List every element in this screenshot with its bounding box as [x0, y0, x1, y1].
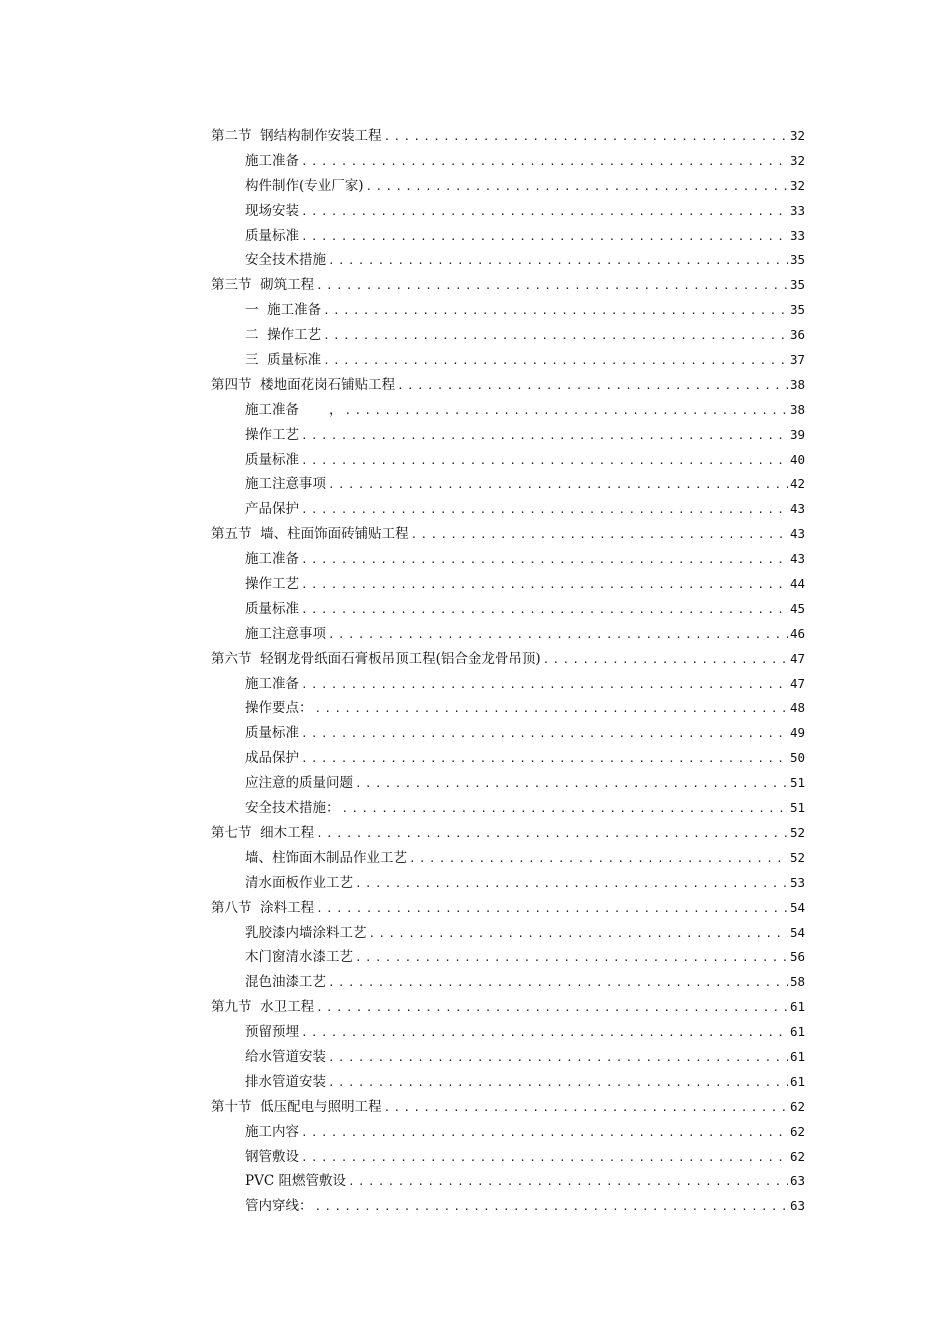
- toc-entry-title: 第九节 水卫工程: [211, 999, 315, 1016]
- toc-entry[interactable]: [211, 398, 805, 423]
- toc-entry-title: 操作要点：: [245, 700, 313, 717]
- toc-entry-title: 施工准备: [245, 675, 299, 692]
- toc-entry[interactable]: [211, 298, 805, 323]
- toc-entry-leader-dots: [301, 548, 788, 572]
- toc-entry-page-number: 36: [789, 327, 805, 343]
- toc-entry[interactable]: [211, 124, 805, 149]
- toc-entry-leader-dots: [301, 424, 788, 448]
- toc-entry-leader-dots: [384, 125, 788, 149]
- toc-entry[interactable]: [211, 572, 805, 597]
- toc-entry-leader-dots: [355, 772, 788, 796]
- toc-entry[interactable]: [211, 896, 805, 921]
- toc-entry-page-number: 53: [789, 874, 805, 890]
- toc-entry-leader-dots: [301, 1021, 788, 1045]
- toc-entry-title: PVC 阻燃管敷设: [245, 1173, 346, 1190]
- toc-entry-leader-dots: [328, 623, 788, 647]
- toc-entry-title: 构件制作(专业厂家): [245, 177, 364, 194]
- toc-entry[interactable]: [211, 547, 805, 572]
- toc-entry-page-number: 43: [789, 526, 805, 542]
- toc-entry-page-number: 35: [789, 277, 805, 293]
- toc-entry[interactable]: [211, 871, 805, 896]
- toc-entry-page-number: 39: [789, 426, 805, 442]
- toc-entry-title: 成品保护: [245, 750, 299, 767]
- toc-entry-title: 施工内容: [245, 1123, 299, 1140]
- toc-entry-page-number: 37: [789, 352, 805, 368]
- toc-entry[interactable]: [211, 1070, 805, 1095]
- toc-entry[interactable]: [211, 846, 805, 871]
- toc-entry-leader-dots: [323, 299, 788, 323]
- toc-entry[interactable]: [211, 771, 805, 796]
- toc-entry-title: 第三节 砌筑工程: [211, 277, 315, 294]
- toc-entry[interactable]: [211, 1169, 805, 1194]
- toc-entry-leader-dots: [316, 897, 788, 921]
- toc-entry-title: 施工准备 ，: [245, 401, 343, 418]
- toc-entry-leader-dots: [409, 847, 788, 871]
- toc-entry[interactable]: [211, 423, 805, 448]
- toc-entry[interactable]: [211, 199, 805, 224]
- toc-entry[interactable]: [211, 821, 805, 846]
- toc-entry-title: 给水管道安装: [245, 1048, 326, 1065]
- toc-entry-leader-dots: [328, 473, 788, 497]
- toc-entry-title: 木门窗清水漆工艺: [245, 949, 353, 966]
- toc-entry-leader-dots: [316, 274, 788, 298]
- toc-entry-page-number: 58: [789, 974, 805, 990]
- toc-entry-title: 钢管敷设: [245, 1148, 299, 1165]
- toc-entry-page-number: 40: [789, 451, 805, 467]
- toc-entry-page-number: 62: [789, 1098, 805, 1114]
- toc-entry[interactable]: [211, 1045, 805, 1070]
- toc-entry[interactable]: [211, 1120, 805, 1145]
- toc-entry-page-number: 49: [789, 725, 805, 741]
- toc-entry-leader-dots: [301, 573, 788, 597]
- toc-entry-page-number: 61: [789, 999, 805, 1015]
- toc-entry-page-number: 43: [789, 501, 805, 517]
- table-of-contents: [211, 124, 805, 1219]
- toc-entry-page-number: 52: [789, 824, 805, 840]
- toc-entry[interactable]: [211, 248, 805, 273]
- toc-entry[interactable]: [211, 622, 805, 647]
- toc-entry-leader-dots: [301, 747, 788, 771]
- toc-entry-page-number: 61: [789, 1073, 805, 1089]
- toc-entry-page-number: 46: [789, 625, 805, 641]
- toc-entry-page-number: 35: [789, 302, 805, 318]
- toc-entry-leader-dots: [328, 1071, 788, 1095]
- toc-entry-title: 施工注意事项: [245, 476, 326, 493]
- toc-entry-leader-dots: [315, 1195, 788, 1219]
- toc-entry-title: 施工准备: [245, 551, 299, 568]
- toc-entry-page-number: 63: [789, 1198, 805, 1214]
- toc-entry-title: 第八节 涂料工程: [211, 899, 315, 916]
- toc-entry-title: 安全技术措施: [245, 252, 326, 269]
- toc-entry[interactable]: [211, 373, 805, 398]
- toc-entry-page-number: 47: [789, 675, 805, 691]
- toc-entry-title: 现场安装: [245, 202, 299, 219]
- toc-entry-title: 产品保护: [245, 501, 299, 518]
- toc-entry[interactable]: [211, 448, 805, 473]
- toc-entry-title: 乳胶漆内墙涂料工艺: [245, 924, 367, 941]
- toc-entry-title: 第十节 低压配电与照明工程: [211, 1098, 382, 1115]
- toc-entry[interactable]: [211, 647, 805, 672]
- toc-entry[interactable]: [211, 174, 805, 199]
- toc-entry-leader-dots: [328, 1046, 788, 1070]
- toc-entry[interactable]: [211, 672, 805, 697]
- toc-entry-leader-dots: [301, 225, 788, 249]
- toc-entry-title: 施工准备: [245, 152, 299, 169]
- toc-entry-page-number: 61: [789, 1024, 805, 1040]
- toc-entry[interactable]: [211, 746, 805, 771]
- toc-entry-leader-dots: [355, 872, 788, 896]
- toc-entry-title: 操作工艺: [245, 426, 299, 443]
- toc-entry-page-number: 54: [789, 924, 805, 940]
- toc-entry-title: 第二节 钢结构制作安装工程: [211, 128, 382, 144]
- toc-entry-leader-dots: [315, 697, 788, 721]
- toc-entry-leader-dots: [328, 249, 788, 273]
- toc-entry[interactable]: [211, 1145, 805, 1170]
- toc-entry-leader-dots: [301, 200, 788, 224]
- toc-entry-leader-dots: [301, 498, 788, 522]
- toc-entry-title: 质量标准: [245, 227, 299, 244]
- toc-entry[interactable]: [211, 224, 805, 249]
- toc-entry-leader-dots: [323, 349, 788, 373]
- toc-entry[interactable]: [211, 597, 805, 622]
- toc-entry-leader-dots: [397, 374, 788, 398]
- toc-entry-title: 第四节 楼地面花岗石铺贴工程: [211, 376, 396, 393]
- toc-entry-page-number: 38: [789, 401, 805, 417]
- toc-entry-leader-dots: [543, 648, 788, 672]
- toc-entry[interactable]: [211, 945, 805, 970]
- toc-entry-leader-dots: [411, 523, 788, 547]
- toc-entry-leader-dots: [301, 150, 788, 174]
- toc-entry-page-number: 63: [789, 1173, 805, 1189]
- toc-entry-leader-dots: [355, 946, 788, 970]
- toc-entry-leader-dots: [323, 324, 788, 348]
- toc-entry-page-number: 54: [789, 899, 805, 915]
- toc-entry-page-number: 51: [789, 775, 805, 791]
- toc-entry-title: 质量标准: [245, 451, 299, 468]
- toc-entry-page-number: 52: [789, 849, 805, 865]
- toc-entry-page-number: 56: [789, 949, 805, 965]
- toc-entry-title: 安全技术措施：: [245, 800, 340, 817]
- toc-entry-page-number: 45: [789, 600, 805, 616]
- toc-entry[interactable]: [211, 1194, 805, 1219]
- toc-entry[interactable]: [211, 348, 805, 373]
- toc-entry-leader-dots: [348, 1170, 788, 1194]
- toc-entry-title: 施工注意事项: [245, 625, 326, 642]
- toc-entry-leader-dots: [301, 1146, 788, 1170]
- toc-entry-leader-dots: [384, 1096, 788, 1120]
- toc-entry[interactable]: [211, 522, 805, 547]
- toc-entry[interactable]: [211, 149, 805, 174]
- toc-entry[interactable]: [211, 921, 805, 946]
- toc-entry-page-number: 32: [789, 128, 805, 143]
- toc-entry-leader-dots: [328, 971, 788, 995]
- toc-entry[interactable]: [211, 472, 805, 497]
- toc-entry-page-number: 43: [789, 551, 805, 567]
- toc-entry-page-number: 32: [789, 152, 805, 168]
- toc-entry[interactable]: [211, 1095, 805, 1120]
- toc-entry-title: 质量标准: [245, 725, 299, 742]
- toc-entry-leader-dots: [316, 822, 788, 846]
- toc-entry-title: 操作工艺: [245, 576, 299, 593]
- toc-entry-title: 二 操作工艺: [245, 327, 322, 344]
- toc-entry-leader-dots: [301, 449, 788, 473]
- toc-entry-title: 清水面板作业工艺: [245, 874, 353, 891]
- toc-entry[interactable]: [211, 721, 805, 746]
- toc-entry-title: 第六节 轻钢龙骨纸面石膏板吊顶工程(铝合金龙骨吊顶): [211, 650, 541, 667]
- toc-entry-leader-dots: [301, 722, 788, 746]
- toc-entry-page-number: 33: [789, 202, 805, 218]
- toc-entry-title: 应注意的质量问题: [245, 775, 353, 792]
- toc-entry[interactable]: [211, 1020, 805, 1045]
- toc-entry-page-number: 62: [789, 1123, 805, 1139]
- toc-entry-leader-dots: [366, 175, 788, 199]
- toc-entry-title: 排水管道安装: [245, 1073, 326, 1090]
- toc-entry-page-number: 42: [789, 476, 805, 492]
- toc-entry-title: 预留预埋: [245, 1024, 299, 1041]
- toc-entry-page-number: 61: [789, 1048, 805, 1064]
- toc-entry[interactable]: [211, 273, 805, 298]
- toc-entry[interactable]: [211, 323, 805, 348]
- toc-entry-leader-dots: [301, 598, 788, 622]
- toc-entry-title: 管内穿线：: [245, 1198, 313, 1215]
- toc-entry-page-number: 38: [789, 376, 805, 392]
- toc-entry-leader-dots: [301, 1121, 788, 1145]
- toc-entry-page-number: 62: [789, 1148, 805, 1164]
- toc-entry-page-number: 44: [789, 576, 805, 592]
- toc-entry[interactable]: [211, 970, 805, 995]
- toc-entry-page-number: 51: [789, 800, 805, 816]
- toc-entry-leader-dots: [369, 922, 788, 946]
- toc-entry-page-number: 50: [789, 750, 805, 766]
- toc-entry-title: 质量标准: [245, 600, 299, 617]
- toc-entry-page-number: 47: [789, 650, 805, 666]
- toc-entry[interactable]: [211, 497, 805, 522]
- toc-entry-title: 一 施工准备: [245, 302, 322, 319]
- toc-entry-page-number: 32: [789, 177, 805, 193]
- toc-entry-title: 混色油漆工艺: [245, 974, 326, 991]
- toc-entry-title: 第七节 细木工程: [211, 824, 315, 841]
- toc-entry[interactable]: [211, 696, 805, 721]
- toc-entry-title: 第五节 墙、柱面饰面砖铺贴工程: [211, 526, 409, 543]
- toc-entry-leader-dots: [316, 996, 788, 1020]
- toc-entry[interactable]: [211, 796, 805, 821]
- toc-entry-leader-dots: [301, 673, 788, 697]
- toc-entry-page-number: 33: [789, 227, 805, 243]
- toc-entry[interactable]: [211, 995, 805, 1020]
- toc-entry-title: 三 质量标准: [245, 352, 322, 369]
- toc-entry-title: 墙、柱饰面木制品作业工艺: [245, 849, 407, 866]
- toc-entry-leader-dots: [342, 797, 788, 821]
- toc-entry-leader-dots: [345, 399, 788, 423]
- toc-entry-page-number: 48: [789, 700, 805, 716]
- toc-entry-page-number: 35: [789, 252, 805, 268]
